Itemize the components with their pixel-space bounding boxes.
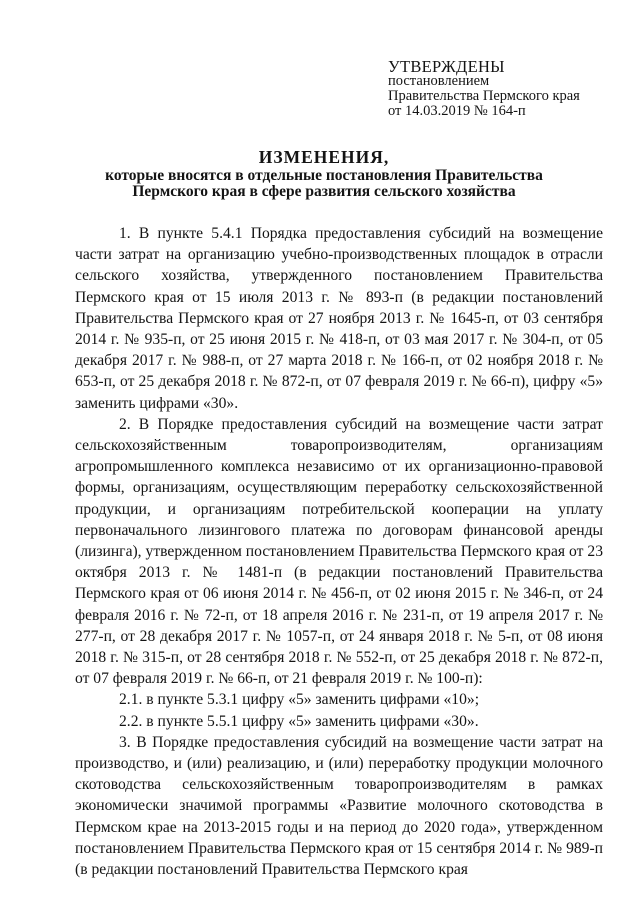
- approval-line-1: постановлением: [388, 73, 490, 89]
- paragraph-3: 3. В Порядке предоставления субсидий на возмещение части затрат на производство, и (или) реализацию, и (или) переработку продукции молочного скотоводства сельскохозяйственным товаропроизводителям в рамках экономически значимой программы «Развитие молочного скотоводства в Пермском крае на 2013-2015 годы и на период до 2020 года», утвержденном постановлением Правительства Пермского края от 15 сентября 2014 г. № 989-п (в редакции постановлений Правительства Пермского края: [75, 733, 603, 879]
- subtitle-line-1: которые вносятся в отдельные постановления Правительства: [105, 167, 543, 184]
- paragraph-2-2: 2.2. в пункте 5.5.1 цифру «5» заменить цифрами «30».: [119, 712, 479, 730]
- document-body: [75, 223, 603, 880]
- approval-heading: УТВЕРЖДЕНЫ: [388, 57, 505, 76]
- approval-line-3: от 14.03.2019 № 164-п: [388, 103, 526, 119]
- approval-stamp: [388, 59, 628, 119]
- paragraph-2-1: 2.1. в пункте 5.3.1 цифру «5» заменить цифрами «10»;: [119, 691, 480, 709]
- approval-line-2: Правительства Пермского края: [388, 88, 580, 104]
- paragraph-2: 2. В Порядке предоставления субсидий на возмещение части затрат сельскохозяйственным товаропроизводителям, организациям агропромышленного комплекса независимо от их организационно-правовой формы, организациям, осуществляющим переработку сельскохозяйственной продукции, и организациям потребительской кооперации на уплату первоначального лизингового платежа по договорам финансовой аренды (лизинга), утвержденном постановлением Правительства Пермского края от 23 октября 2013 г. № 1481-п (в редакции постановлений Правительства Пермского края от 06 июня 2014 г. № 456-п, от 02 июня 2015 г. № 346-п, от 24 февраля 2016 г. № 72-п, от 18 апреля 2016 г. № 231-п, от 19 апреля 2017 г. № 277-п, от 28 декабря 2017 г. № 1057-п, от 24 января 2018 г. № 5-п, от 08 июня 2018 г. № 315-п, от 28 сентября 2018 г. № 552-п, от 25 декабря 2018 г. № 872-п, от 07 февраля 2019 г. № 66-п, от 21 февраля 2019 г. № 100-п):: [75, 415, 603, 688]
- document-subtitle: [60, 168, 588, 200]
- subtitle-line-2: Пермского края в сфере развития сельского хозяйства: [132, 183, 516, 200]
- document-title: ИЗМЕНЕНИЯ,: [258, 147, 390, 167]
- paragraph-1: 1. В пункте 5.4.1 Порядка предоставления субсидий на возмещение части затрат на организацию учебно-производственных площадок в отрасли сельского хозяйства, утвержденного постановлением Правительства Пермского края от 15 июля 2013 г. № 893-п (в редакции постановлений Правительства Пермского края от 27 ноября 2013 г. № 1645-п, от 03 сентября 2014 г. № 935-п, от 25 июня 2015 г. № 418-п, от 03 мая 2017 г. № 304-п, от 05 декабря 2017 г. № 988-п, от 27 марта 2018 г. № 166-п, от 02 ноября 2018 г. № 653-п, от 25 декабря 2018 г. № 872-п, от 07 февраля 2019 г. № 66-п), цифру «5» заменить цифрами «30».: [75, 225, 603, 412]
